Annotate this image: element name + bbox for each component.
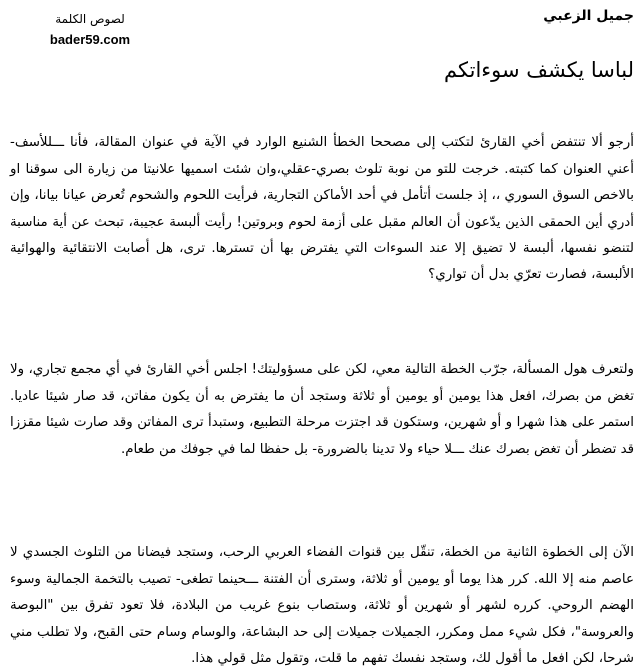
article-paragraph-3: الآن إلى الخطوة الثانية من الخطة، تنقّل بين قنوات الفضاء العربي الرحب، وستجد فيضانا من التلوث الجسدي لا عاصم منه إلا الله. كرر هذا يوما أو يومين أو ثلاثة، وسترى أن الفتنة ـــحينما تطغى- تصيب بالتخمة الجمالية وسوء الهضم الروحي. كرره لشهر أو شهرين أو ثلاثة، وستصاب بنوع غريب من البلادة، فلا تعود تفرق بين "البوصة والعروسة"، فكل شيء ممل ومكرر، الجميلات جميلات إلى حد البشاعة، والوسام وسام حتى القبح، ولا تطلب مني شرحا، لكن افعل ما أقول لك، وستجد نفسك تفهم ما قلت، وتقول مثل قولي هذا. (10, 545, 634, 667)
author-name: جميل الزعبي (543, 8, 634, 24)
article-paragraph-1: أرجو ألا تنتفض أخي القارئ لتكتب إلى مصححا الخطأ الشنيع الوارد في الآية في عنوان المقالة، فأنا ـــللأسف- أعني العنوان كما كتبته. خرجت للتو من نوبة تلوث بصري-عقلي،وان شئت اسميها علانيتا من زيارة الى سوقنا او بالاخص السوق السوري ،، إذ جلست أتأمل في أحد الأماكن التجارية، فرأيت اللحوم والشحوم تُعرض عيانا بيانا، وإن أدري أين الحمقى الذين يدّعون أن العالم مقبل على أزمة لحوم وبروتين! رأيت ألبسة عجيبة، تبحث عن أية مناسبة لتنضو نفسها، ألبسة لا تضيق إلا عند السوءات التي يفترض بها أن تسترها. ترى، هل أصابت الانتقائية والهوائية الألبسة، فصارت تعرّي بدل أن تواري؟ (10, 135, 634, 283)
article-title: لباسا يكشف سوءاتكم (444, 58, 634, 82)
source-label: لصوص الكلمة (55, 12, 125, 26)
article-paragraph-2: ولتعرف هول المسألة، جرّب الخطة التالية معي، لكن على مسؤوليتك! اجلس أخي القارئ في أي مجمع تجاري، ولا تغض من بصرك، افعل هذا يومين أو يومين أو ثلاثة وستجد أن ما يفترض به أن يكون مفاتن، قد صار شيئا عاديا. استمر على هذا شهرا و أو شهرين، وستكون قد اجتزت مرحلة التطبيع، وستبدأ ترى المفاتن وقد صارت شيئا مقززا قد تضطر أن تغض بصرك عنك ـــلا حياء ولا تدينا بالضرورة- بل حفظا لما في جوفك من طعام. (10, 362, 634, 457)
source-site-link[interactable]: bader59.com (49, 32, 131, 47)
source-block (30, 10, 150, 49)
